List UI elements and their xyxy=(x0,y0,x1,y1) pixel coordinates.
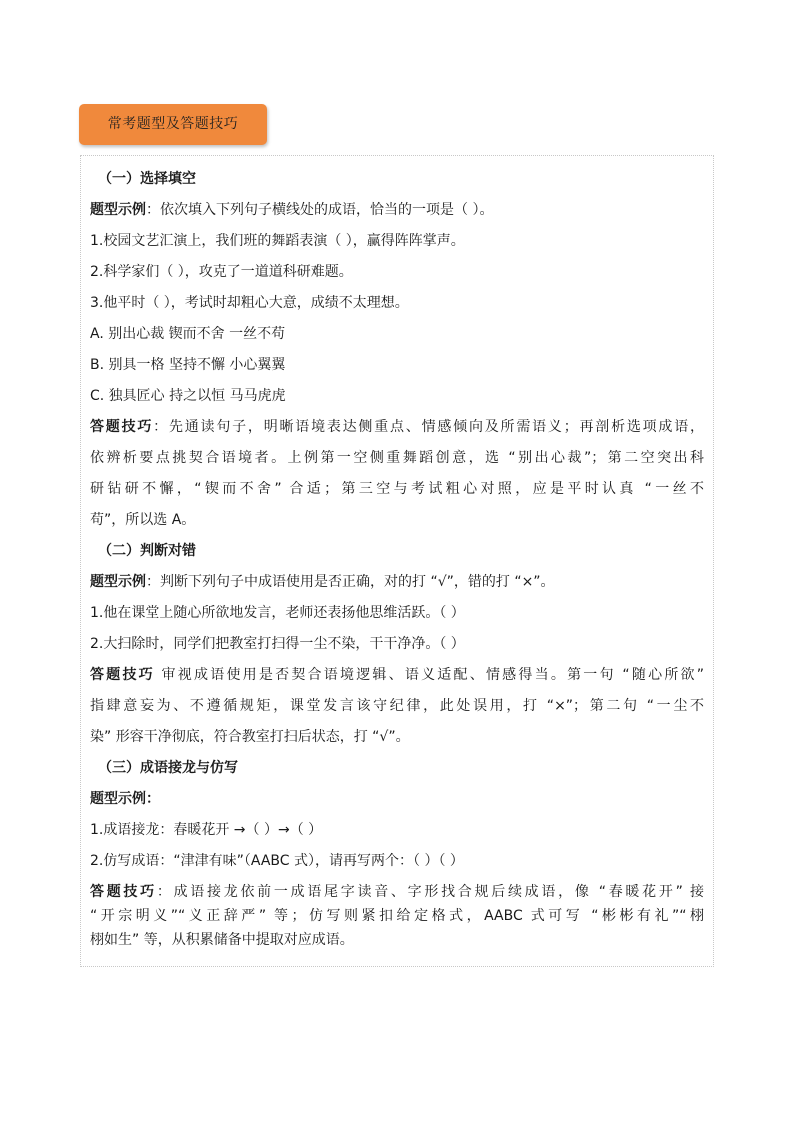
tip-line: “开宗明义”“义正辞严” 等；仿写则紧扣给定格式，AABC 式可写 “彬彬有礼”“栩 xyxy=(90,908,704,924)
section-heading-3: （三）成语接龙与仿写 xyxy=(98,760,238,776)
section-heading-2: （二）判断对错 xyxy=(98,543,196,559)
example-label: 题型示例： xyxy=(90,791,160,807)
tip-line: 依辨析要点挑契合语境者。上例第一空侧重舞蹈创意，选 “别出心裁”；第二空突出科 xyxy=(90,450,704,466)
example-line-2 xyxy=(90,570,555,594)
question-item: 1.成语接龙：春暖花开 →（ ）→（ ） xyxy=(90,822,323,838)
question-item: 2.科学家们（ ），攻克了一道道科研难题。 xyxy=(90,264,353,280)
example-label: 题型示例 xyxy=(90,574,146,590)
section-title-badge: 常考题型及答题技巧 xyxy=(79,104,267,145)
tip-label: 答题技巧 xyxy=(90,419,154,435)
tip-line: 指肆意妄为、不遵循规矩，课堂发言该守纪律，此处误用，打 “×”；第二句 “一尘不 xyxy=(90,698,704,714)
example-label: 题型示例 xyxy=(90,202,146,218)
question-item: 3.他平时（ ），考试时却粗心大意，成绩不太理想。 xyxy=(90,295,409,311)
option-item: A. 别出心裁 锲而不舍 一丝不苟 xyxy=(90,326,286,342)
example-text: ：判断下列句子中成语使用是否正确，对的打 “√”，错的打 “×”。 xyxy=(146,574,555,590)
tip-line: 栩如生” 等，从积累储备中提取对应成语。 xyxy=(90,932,354,948)
example-line-1 xyxy=(90,198,493,222)
tip-text: ：先通读句子，明晰语境表达侧重点、情感倾向及所需语义；再剖析选项成语， xyxy=(153,419,705,435)
tip-line xyxy=(90,663,704,687)
tip-label: 答题技巧 xyxy=(90,884,157,900)
section-heading-1: （一）选择填空 xyxy=(98,171,196,187)
tip-text: 审视成语使用是否契合语境逻辑、语义适配、情感得当。第一句 “随心所欲” xyxy=(154,667,705,683)
question-item: 2.大扫除时，同学们把教室打扫得一尘不染，干干净净。（ ） xyxy=(90,636,465,652)
tip-line xyxy=(90,415,704,439)
question-item: 1.他在课堂上随心所欲地发言，老师还表扬他思维活跃。（ ） xyxy=(90,605,465,621)
tip-label: 答题技巧 xyxy=(90,667,155,683)
tip-line: 苟”，所以选 A。 xyxy=(90,512,196,528)
question-item: 2.仿写成语：“津津有味”（AABC 式），请再写两个：（ ）（ ） xyxy=(90,853,464,869)
option-item: C. 独具匠心 持之以恒 马马虎虎 xyxy=(90,388,286,404)
question-item: 1.校园文艺汇演上，我们班的舞蹈表演（ ），赢得阵阵掌声。 xyxy=(90,233,465,249)
example-text: ：依次填入下列句子横线处的成语，恰当的一项是（ ）。 xyxy=(146,202,494,218)
option-item: B. 别具一格 坚持不懈 小心翼翼 xyxy=(90,357,286,373)
tip-text: ：成语接龙依前一成语尾字读音、字形找合规后续成语，像 “春暖花开” 接 xyxy=(156,884,704,900)
tip-line xyxy=(90,880,704,904)
tip-line: 研钻研不懈，“锲而不舍” 合适；第三空与考试粗心对照，应是平时认真 “一丝不 xyxy=(90,481,704,497)
tip-line: 染” 形容干净彻底，符合教室打扫后状态，打 “√”。 xyxy=(90,729,410,745)
